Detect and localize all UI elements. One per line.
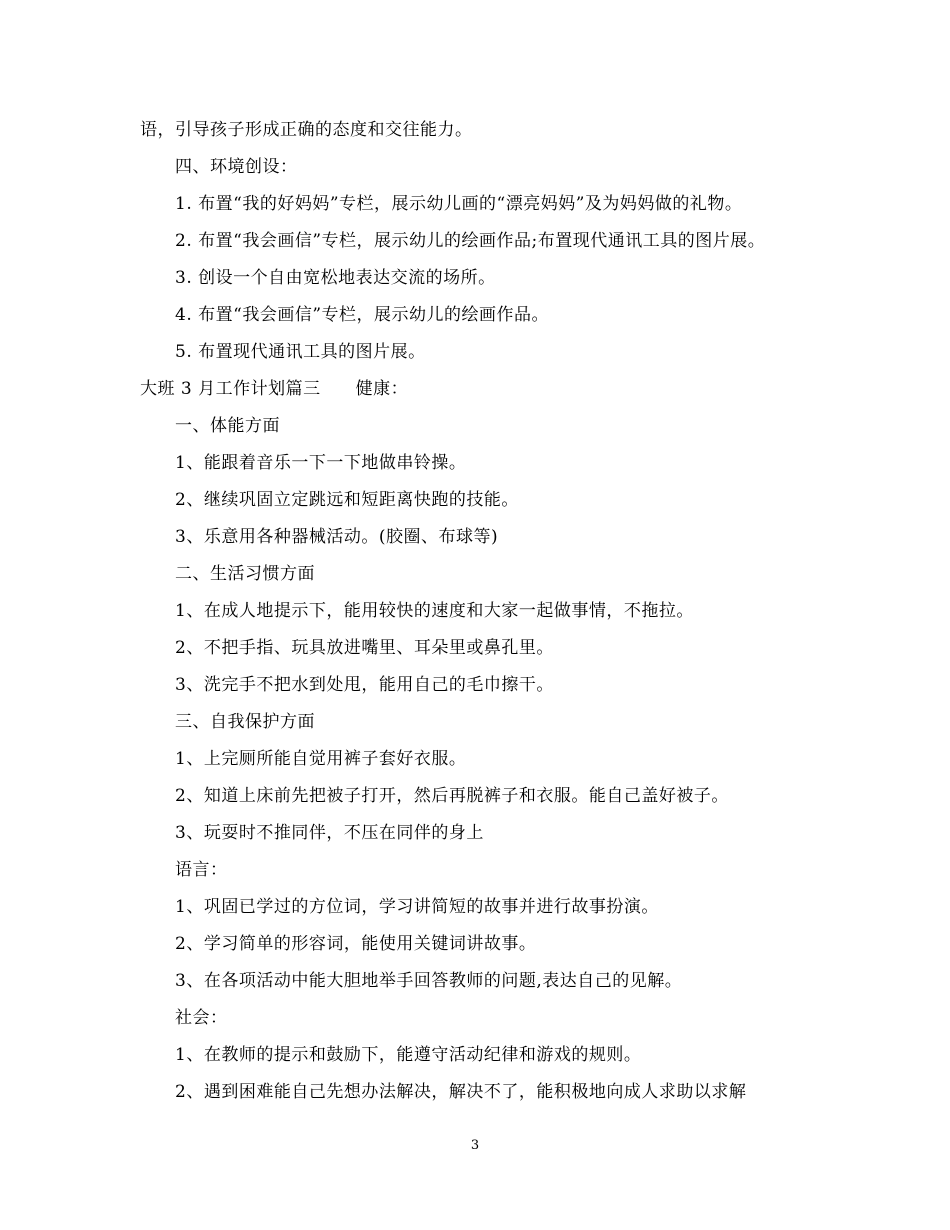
section-heading: 三、自我保护方面 [175,712,315,732]
text-line: 3、洗完手不把水到处甩，能用自己的毛巾擦干。 [175,675,554,695]
text-line: 2. 布置“我会画信”专栏，展示幼儿的绘画作品;布置现代通讯工具的图片展。 [175,231,766,251]
section-heading: 四、环境创设： [175,157,298,177]
text-line: 1、巩固已学过的方位词，学习讲简短的故事并进行故事扮演。 [175,897,659,917]
text-line: 2、不把手指、玩具放进嘴里、耳朵里或鼻孔里。 [175,638,554,658]
text-line: 1、在教师的提示和鼓励下，能遵守活动纪律和游戏的规则。 [175,1045,642,1065]
text-line: 1、上完厕所能自觉用裤子套好衣服。 [175,749,467,769]
text-line: 5. 布置现代通讯工具的图片展。 [175,342,426,362]
text-line: 3、在各项活动中能大胆地举手回答教师的问题,表达自己的见解。 [175,971,683,991]
section-heading: 一、体能方面 [175,416,280,436]
section-heading: 社会： [175,1008,228,1028]
section-heading: 二、生活习惯方面 [175,564,315,584]
text-line: 1. 布置“我的好妈妈”专栏，展示幼儿画的“漂亮妈妈”及为妈妈做的礼物。 [175,194,743,214]
page-number: 3 [470,1138,480,1153]
text-line: 2、遇到困难能自己先想办法解决，解决不了，能积极地向成人求助以求解 [175,1082,747,1102]
text-line: 1、能跟着音乐一下一下地做串铃操。 [175,453,467,473]
text-line: 2、学习简单的形容词，能使用关键词讲故事。 [175,934,537,954]
text-line: 3、玩耍时不推同伴，不压在同伴的身上 [175,823,484,843]
text-line: 4. 布置“我会画信”专栏，展示幼儿的绘画作品。 [175,305,550,325]
text-line: 2、继续巩固立定跳远和短距离快跑的技能。 [175,490,519,510]
text-line: 3、乐意用各种器械活动。(胶圈、布球等) [175,527,499,547]
text-line: 1、在成人地提示下，能用较快的速度和大家一起做事情，不拖拉。 [175,601,694,621]
section-heading: 语言： [175,860,228,880]
chapter-title: 大班 3 月工作计划篇三 健康： [140,379,409,399]
text-line: 2、知道上床前先把被子打开，然后再脱裤子和衣服。能自己盖好被子。 [175,786,729,806]
text-line: 3. 创设一个自由宽松地表达交流的场所。 [175,268,496,288]
text-line: 语，引导孩子形成正确的态度和交往能力。 [140,120,473,140]
